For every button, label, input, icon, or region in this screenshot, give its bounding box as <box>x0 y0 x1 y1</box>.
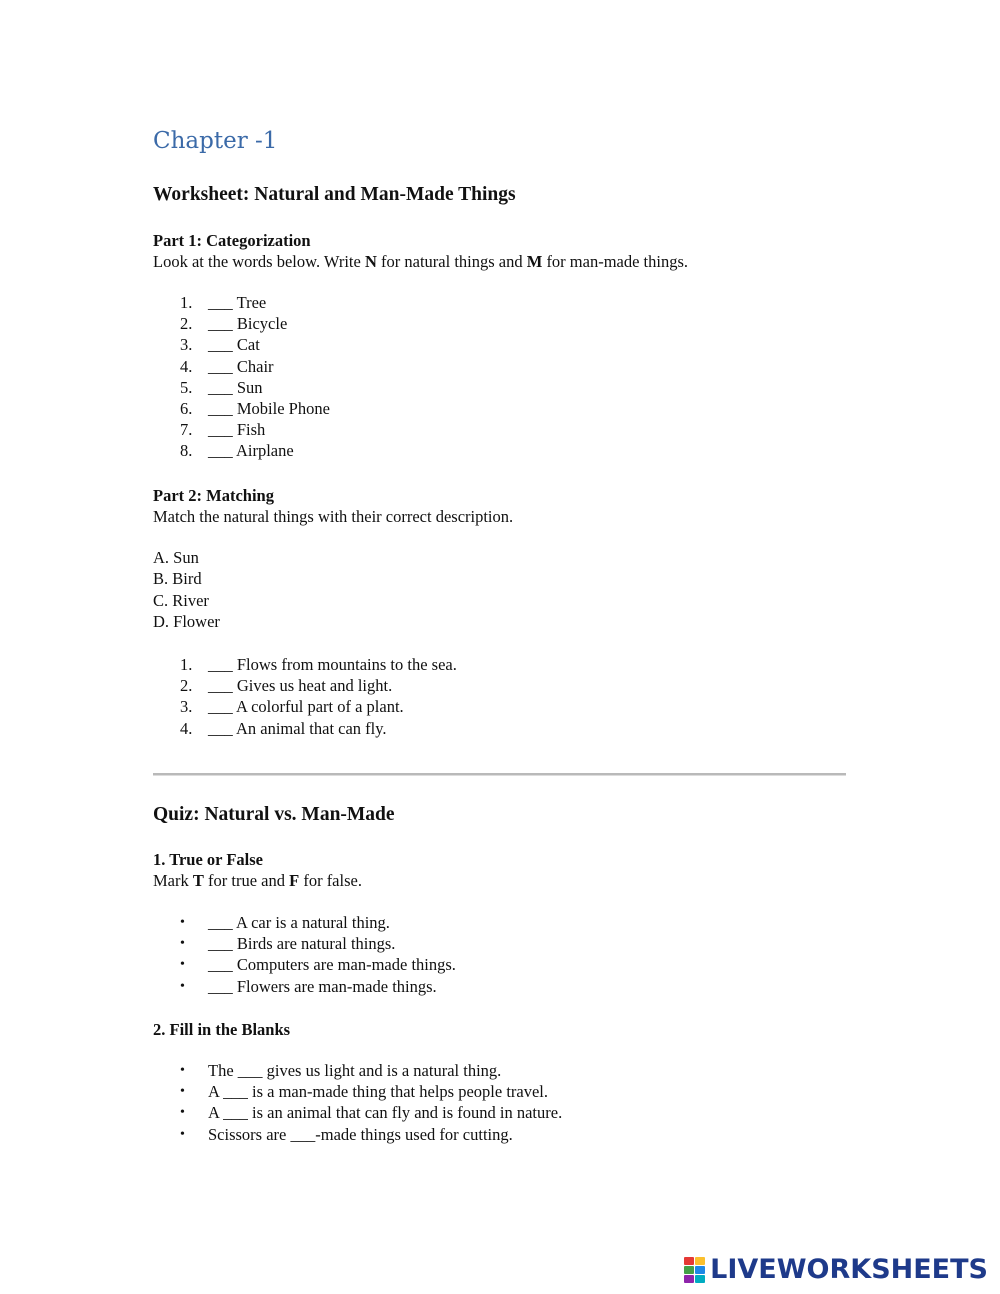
liveworksheets-logo[interactable] <box>684 1255 988 1285</box>
bullet-icon: • <box>180 915 185 930</box>
bullet-icon: • <box>180 1105 185 1121</box>
quiz-section1 <box>153 849 853 891</box>
list-item: 2. ___ Gives us heat and light. <box>180 676 393 696</box>
quiz-section2-heading: 2. Fill in the Blanks <box>153 1020 291 1039</box>
logo-block <box>684 1275 694 1283</box>
chapter-title: Chapter -1 <box>153 128 278 154</box>
bullet-icon: • <box>180 936 185 952</box>
list-item: 1. ___ Flows from mountains to the sea. <box>180 655 457 674</box>
list-item: 4. ___ Chair <box>180 356 274 376</box>
part2-instructions: Match the natural things with their correct description. <box>153 507 514 526</box>
list-item: • Scissors are ___-made things used for cutting. <box>180 1124 513 1144</box>
option-item: B. Bird <box>153 569 202 589</box>
option-item: C. River <box>153 590 209 610</box>
option-item: D. Flower <box>153 611 220 631</box>
bullet-icon: • <box>180 957 185 973</box>
part1-instructions: Look at the words below. Write N for natural things and M for man-made things. <box>153 252 689 271</box>
bullet-icon: • <box>180 1084 185 1100</box>
list-item: • ___ Birds are natural things. <box>180 934 396 954</box>
part2-list-wrap <box>153 654 853 739</box>
bullet-icon: • <box>180 978 185 994</box>
logo-block <box>684 1266 694 1274</box>
list-item: 8. ___ Airplane <box>180 441 294 461</box>
list-item: 5. ___ Sun <box>180 377 263 397</box>
part1-section <box>153 230 853 272</box>
list-item: • ___ Computers are man-made things. <box>180 955 456 975</box>
list-item: 7. ___ Fish <box>180 420 266 440</box>
true-false-list <box>153 912 853 997</box>
part1-heading: Part 1: Categorization <box>153 231 311 250</box>
part2-section <box>153 485 853 527</box>
list-item: 6. ___ Mobile Phone <box>180 399 330 419</box>
liveworksheets-logo-icon <box>684 1257 706 1283</box>
part2-heading: Part 2: Matching <box>153 486 274 505</box>
logo-block <box>695 1275 705 1283</box>
quiz-section2-list-wrap <box>153 1060 853 1145</box>
quiz-section1-heading: 1. True or False <box>153 850 263 869</box>
bullet-icon: • <box>180 1126 185 1142</box>
quiz-section2 <box>153 1019 853 1040</box>
part2-options-wrap <box>153 547 853 632</box>
quiz-title: Quiz: Natural vs. Man-Made <box>153 804 395 825</box>
list-item: • A ___ is a man-made thing that helps people travel. <box>180 1082 548 1102</box>
list-item: • ___ A car is a natural thing. <box>180 913 390 932</box>
logo-block <box>695 1266 705 1274</box>
list-item: 2. ___ Bicycle <box>180 314 288 334</box>
list-item: 4. ___ An animal that can fly. <box>180 718 387 738</box>
quiz-section1-instructions: Mark T for true and F for false. <box>153 871 362 890</box>
logo-block <box>684 1257 694 1265</box>
fill-blanks-list <box>153 1060 853 1145</box>
section-divider <box>153 773 846 776</box>
list-item: • ___ Flowers are man-made things. <box>180 976 437 996</box>
list-item: 1. ___ Tree <box>180 293 267 312</box>
part2-options <box>153 547 853 632</box>
worksheet-title: Worksheet: Natural and Man-Made Things <box>153 184 516 205</box>
list-item: 3. ___ Cat <box>180 335 260 355</box>
logo-block <box>695 1257 705 1265</box>
list-item: • The ___ gives us light and is a natural thing. <box>180 1061 502 1080</box>
liveworksheets-logo-text: LIVEWORKSHEETS <box>710 1254 988 1285</box>
bullet-icon: • <box>180 1063 185 1078</box>
part1-list-wrap <box>153 292 853 462</box>
option-item: A. Sun <box>153 548 199 567</box>
quiz-section1-list-wrap <box>153 912 853 997</box>
part2-list <box>153 654 853 739</box>
list-item: • A ___ is an animal that can fly and is found in nature. <box>180 1103 563 1123</box>
list-item: 3. ___ A colorful part of a plant. <box>180 697 404 717</box>
part1-list <box>153 292 853 462</box>
